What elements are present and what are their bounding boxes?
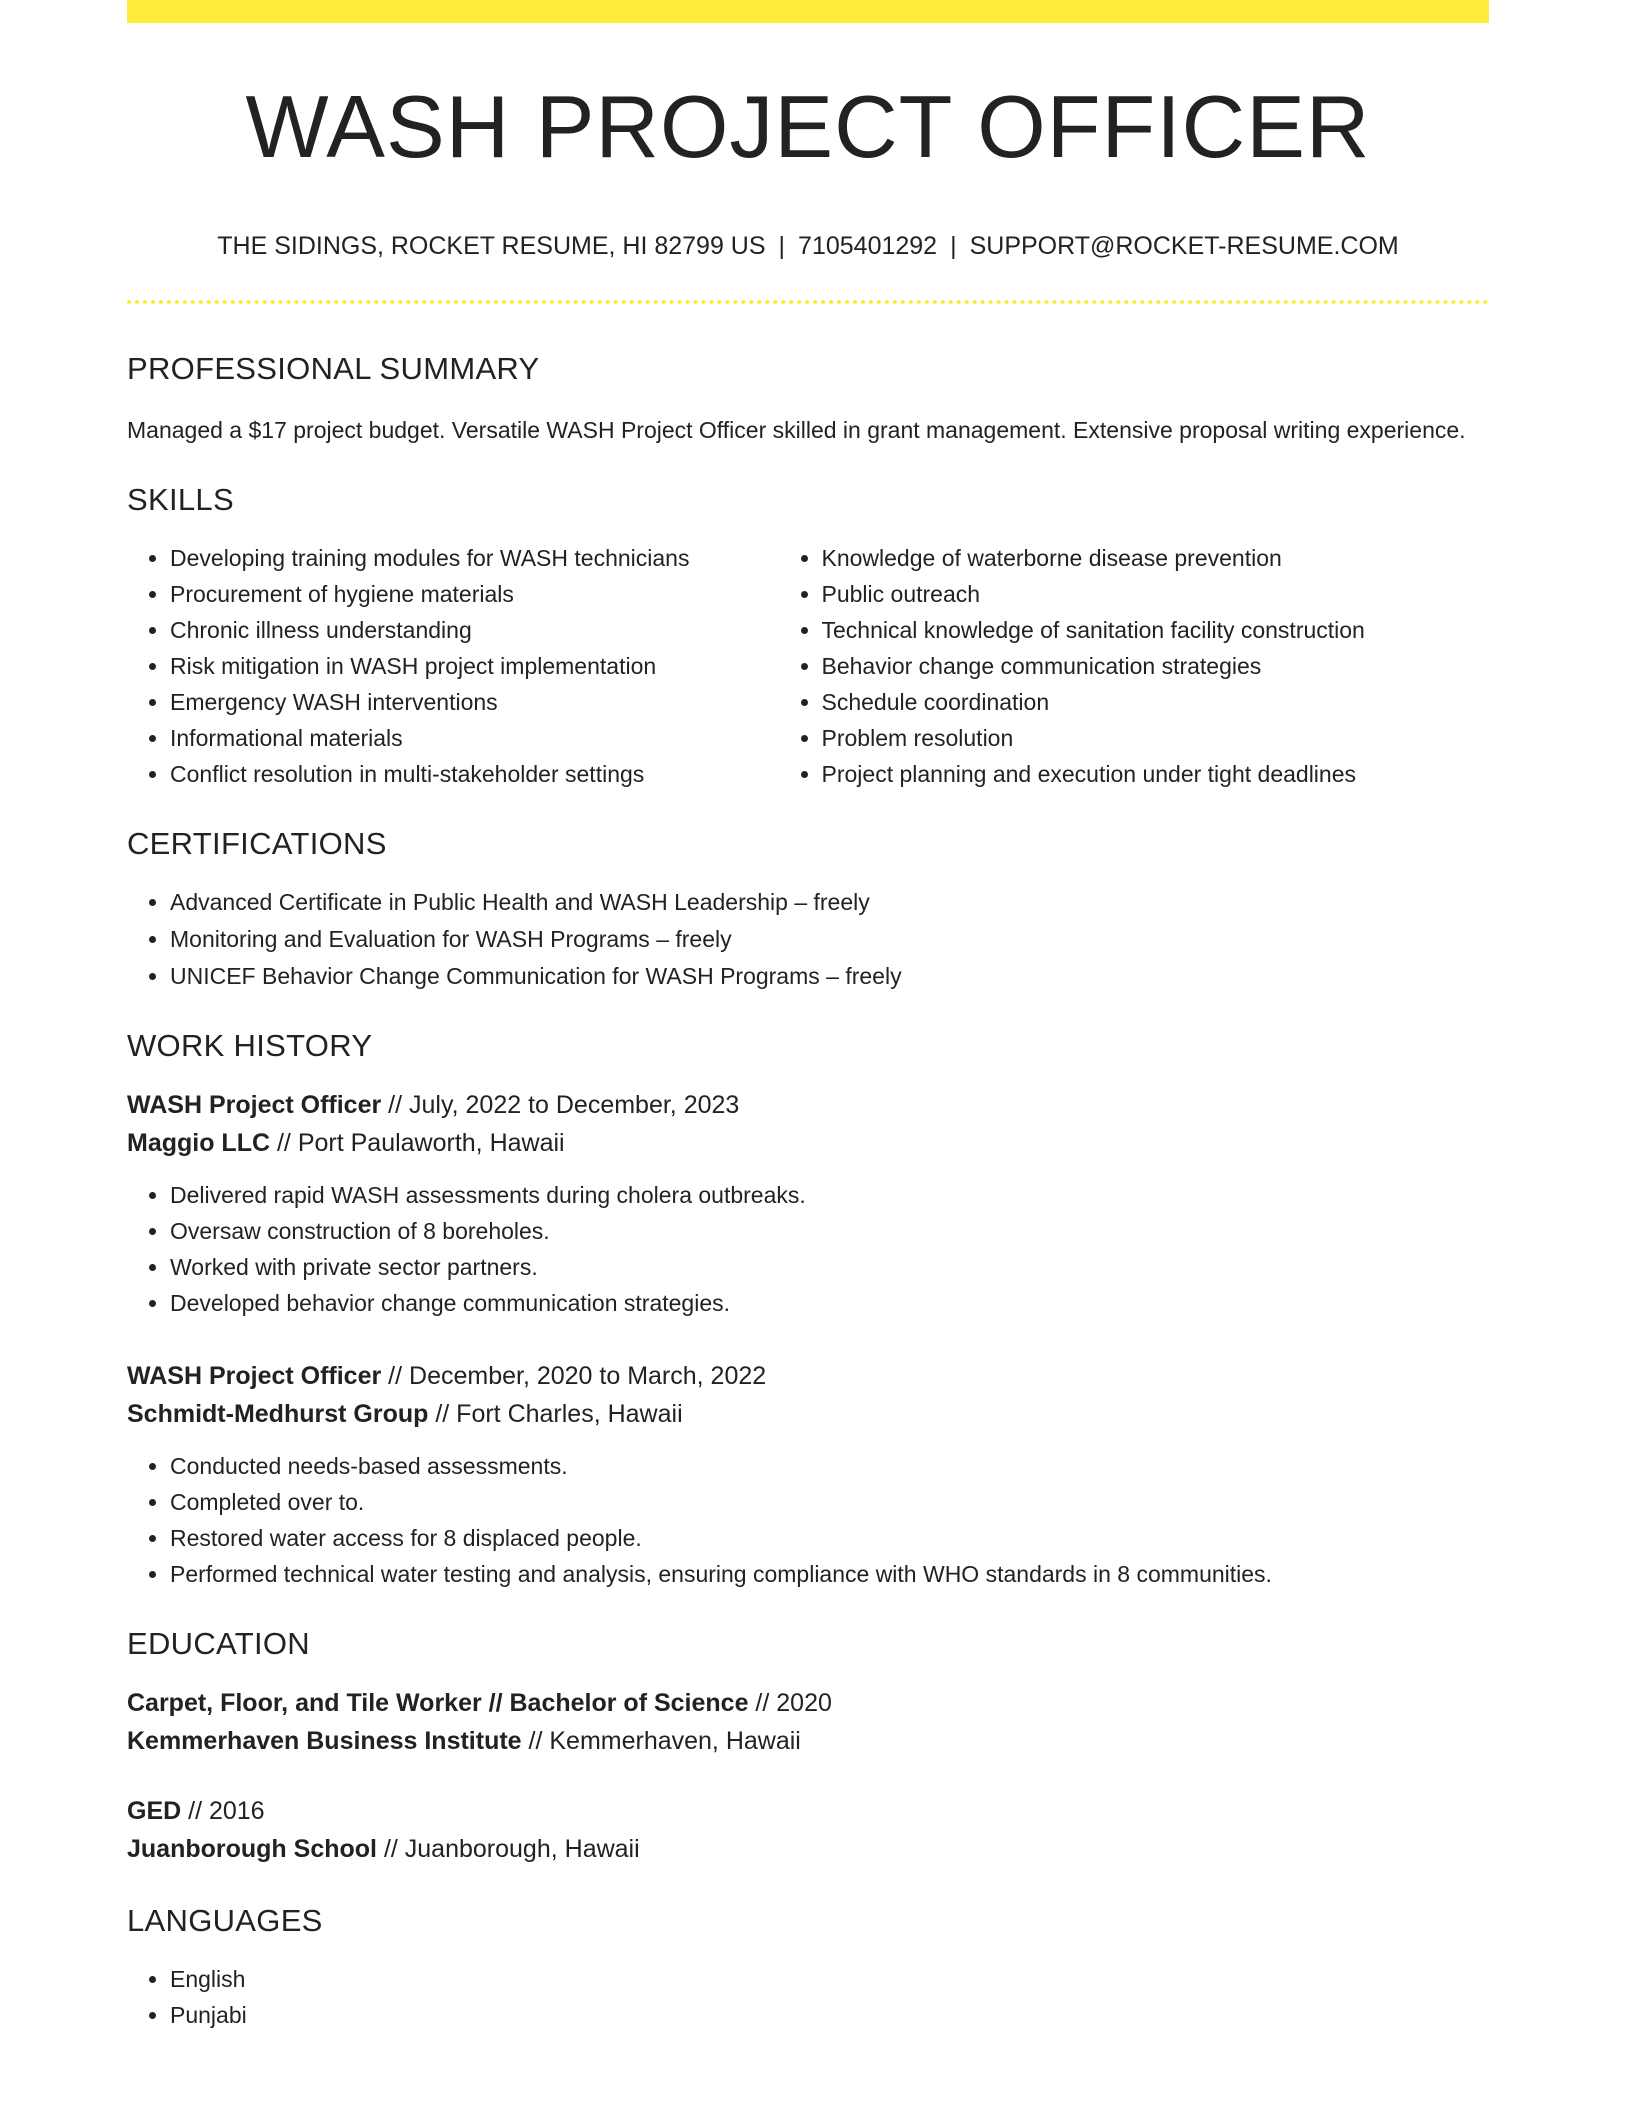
skill-item: • Public outreach xyxy=(822,576,1490,612)
skills-right-list xyxy=(779,540,1490,792)
job-bullet: • Completed over to. xyxy=(170,1484,1489,1520)
skill-item: • Risk mitigation in WASH project implementation xyxy=(170,648,779,684)
resume-title: WASH PROJECT OFFICER xyxy=(245,77,1371,176)
job-bullets xyxy=(127,1448,1489,1592)
education-degree-line xyxy=(127,1792,1489,1830)
education-year: // 2020 xyxy=(748,1689,832,1717)
education-year: // 2016 xyxy=(181,1797,265,1825)
job-dates: // December, 2020 to March, 2022 xyxy=(381,1362,767,1390)
job-bullets xyxy=(127,1177,1489,1321)
language-item: • English xyxy=(170,1961,1489,1997)
header-divider xyxy=(127,300,1489,304)
job-bullet: • Delivered rapid WASH assessments during cholera outbreaks. xyxy=(170,1177,1489,1213)
summary-text: Managed a $17 project budget. Versatile WASH Project Officer skilled in grant management. Extensive proposal writing experience. xyxy=(127,417,1466,443)
certification-item: • UNICEF Behavior Change Communication for WASH Programs – freely xyxy=(170,958,1489,995)
certification-item: • Monitoring and Evaluation for WASH Programs – freely xyxy=(170,921,1489,958)
skill-item: • Emergency WASH interventions xyxy=(170,684,779,720)
contact-line xyxy=(127,234,1489,259)
skills-columns xyxy=(127,540,1489,792)
education-degree: GED xyxy=(127,1797,182,1825)
summary-heading: PROFESSIONAL SUMMARY xyxy=(127,351,540,386)
certifications-list xyxy=(127,884,1489,995)
education-heading: EDUCATION xyxy=(127,1626,310,1661)
job-bullet: • Conducted needs-based assessments. xyxy=(170,1448,1489,1484)
languages-heading: LANGUAGES xyxy=(127,1903,323,1938)
job-company: Schmidt-Medhurst Group xyxy=(127,1400,429,1428)
certification-item: • Advanced Certificate in Public Health and WASH Leadership – freely xyxy=(170,884,1489,921)
contact-separator: | xyxy=(950,232,957,260)
languages-list xyxy=(127,1961,1489,2033)
education-school-line xyxy=(127,1722,1489,1760)
skills-heading: SKILLS xyxy=(127,482,234,517)
education-degree: Carpet, Floor, and Tile Worker // Bachelor of Science xyxy=(127,1689,749,1717)
job-company-line xyxy=(127,1124,1489,1162)
education-entry xyxy=(127,1684,1489,1760)
contact-email[interactable]: SUPPORT@ROCKET-RESUME.COM xyxy=(969,232,1399,260)
job-entry xyxy=(127,1357,1489,1592)
contact-phone: 7105401292 xyxy=(798,232,938,260)
job-role: WASH Project Officer xyxy=(127,1091,382,1119)
contact-separator: | xyxy=(778,232,786,260)
skills-left-list xyxy=(127,540,779,792)
job-location: // Fort Charles, Hawaii xyxy=(428,1400,683,1428)
skill-item: • Conflict resolution in multi-stakeholder settings xyxy=(170,756,779,792)
skill-item: • Project planning and execution under tight deadlines xyxy=(822,756,1490,792)
job-bullet: • Developed behavior change communication strategies. xyxy=(170,1285,1489,1321)
certifications-heading: CERTIFICATIONS xyxy=(127,826,387,861)
education-location: // Juanborough, Hawaii xyxy=(377,1835,640,1863)
job-bullet: • Performed technical water testing and analysis, ensuring compliance with WHO standards in 8 communities. xyxy=(170,1556,1489,1592)
job-role: WASH Project Officer xyxy=(127,1362,382,1390)
skill-item: • Technical knowledge of sanitation facility construction xyxy=(822,612,1490,648)
resume-page xyxy=(127,0,1489,2033)
education-location: // Kemmerhaven, Hawaii xyxy=(521,1727,801,1755)
skill-item: • Developing training modules for WASH technicians xyxy=(170,540,779,576)
skill-item: • Procurement of hygiene materials xyxy=(170,576,779,612)
skill-item: • Chronic illness understanding xyxy=(170,612,779,648)
education-entry xyxy=(127,1792,1489,1868)
job-dates: // July, 2022 to December, 2023 xyxy=(381,1091,740,1119)
contact-address: THE SIDINGS, ROCKET RESUME, HI 82799 US xyxy=(217,232,766,260)
education-school-line xyxy=(127,1830,1489,1868)
job-bullet: • Oversaw construction of 8 boreholes. xyxy=(170,1213,1489,1249)
language-item: • Punjabi xyxy=(170,1997,1489,2033)
job-role-line xyxy=(127,1086,1489,1124)
job-bullet: • Worked with private sector partners. xyxy=(170,1249,1489,1285)
job-company-line xyxy=(127,1395,1489,1433)
job-entry xyxy=(127,1086,1489,1321)
skill-item: • Behavior change communication strategies xyxy=(822,648,1490,684)
job-bullet: • Restored water access for 8 displaced people. xyxy=(170,1520,1489,1556)
top-accent-bar xyxy=(127,0,1489,23)
job-role-line xyxy=(127,1357,1489,1395)
job-company: Maggio LLC xyxy=(127,1129,271,1157)
skill-item: • Problem resolution xyxy=(822,720,1490,756)
education-degree-line xyxy=(127,1684,1489,1722)
education-school: Kemmerhaven Business Institute xyxy=(127,1727,522,1755)
skill-item: • Knowledge of waterborne disease prevention xyxy=(822,540,1490,576)
skill-item: • Schedule coordination xyxy=(822,684,1490,720)
skill-item: • Informational materials xyxy=(170,720,779,756)
job-location: // Port Paulaworth, Hawaii xyxy=(270,1129,565,1157)
education-school: Juanborough School xyxy=(127,1835,377,1863)
work-history-heading: WORK HISTORY xyxy=(127,1028,373,1063)
